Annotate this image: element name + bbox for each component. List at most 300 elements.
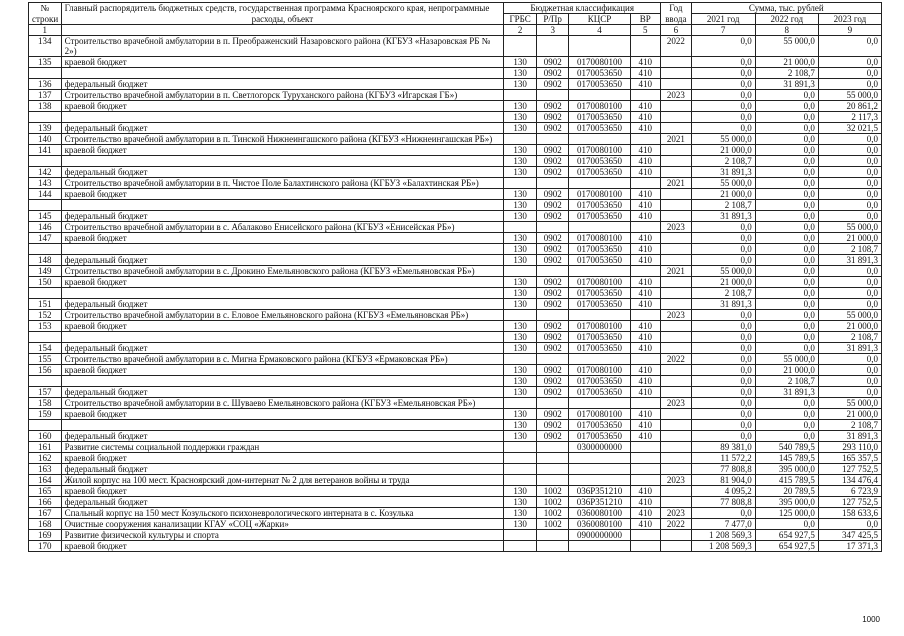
cell-sum-2022: 0,0 [755,420,818,431]
cell-name: Строительство врачебной амбулатории в п. Чистое Поле Балахтинского района (КГБУЗ «Балахтинская РБ») [61,178,504,189]
cell-year [661,200,692,211]
cell-sum-2022: 0,0 [755,519,818,530]
cell-sum-2021: 0,0 [691,79,755,90]
cell-sum-2021: 31 891,3 [691,211,755,222]
cell-sum-2023: 0,0 [818,167,881,178]
cell-sum-2022: 0,0 [755,178,818,189]
cell-sum-2022: 0,0 [755,156,818,167]
cell-year [661,431,692,442]
cell-vr: 410 [630,112,661,123]
cell-rzpr: 0902 [536,79,569,90]
cell-vr [630,266,661,277]
cell-kcsr: 0170053650 [569,68,630,79]
cell-sum-2021: 0,0 [691,508,755,519]
cell-kcsr [569,464,630,475]
cell-num: 153 [29,321,62,332]
cell-rzpr: 0902 [536,145,569,156]
cell-num: 158 [29,398,62,409]
cell-rzpr: 0902 [536,101,569,112]
header-name-line2: расходы, объект [61,14,504,25]
cell-num: 145 [29,211,62,222]
cell-sum-2022: 0,0 [755,255,818,266]
cell-sum-2022: 0,0 [755,233,818,244]
cell-vr: 410 [630,79,661,90]
cell-sum-2022: 31 891,3 [755,387,818,398]
cell-kcsr: 036P351210 [569,486,630,497]
cell-sum-2022: 0,0 [755,200,818,211]
cell-rzpr: 0902 [536,288,569,299]
cell-grbs [504,442,537,453]
cell-sum-2023: 2 108,7 [818,332,881,343]
cell-sum-2022: 2 108,7 [755,376,818,387]
cell-sum-2023: 2 108,7 [818,244,881,255]
cell-vr [630,134,661,145]
cell-name: Строительство врачебной амбулатории в с. Абалаково Енисейского района (КГБУЗ «Енисейская РБ») [61,222,504,233]
header-budget-classification: Бюджетная классификация [504,3,661,14]
cell-grbs [504,90,537,101]
cell-sum-2023: 0,0 [818,57,881,68]
cell-sum-2021: 7 477,0 [691,519,755,530]
header-grbs: ГРБС [504,14,537,25]
cell-kcsr: 0170053650 [569,244,630,255]
cell-vr: 410 [630,200,661,211]
cell-sum-2021: 89 381,0 [691,442,755,453]
cell-vr: 410 [630,343,661,354]
cell-name: краевой бюджет [61,541,504,552]
cell-grbs: 130 [504,112,537,123]
cell-rzpr: 0902 [536,332,569,343]
cell-sum-2022: 395 000,0 [755,464,818,475]
cell-year: 2021 [661,266,692,277]
cell-name: федеральный бюджет [61,123,504,134]
cell-kcsr: 0170080100 [569,57,630,68]
col-number-2: 2 [504,25,537,36]
cell-name: краевой бюджет [61,233,504,244]
cell-name: федеральный бюджет [61,167,504,178]
cell-name: Развитие системы социальной поддержки граждан [61,442,504,453]
table-row [29,123,882,134]
cell-num: 147 [29,233,62,244]
cell-rzpr: 0902 [536,387,569,398]
header-2021: 2021 год [691,14,755,25]
cell-kcsr: 0170053650 [569,420,630,431]
cell-sum-2022: 0,0 [755,277,818,288]
cell-sum-2022: 0,0 [755,123,818,134]
cell-vr: 410 [630,497,661,508]
col-number-1b [61,25,504,36]
header-vr: ВР [630,14,661,25]
table-row [29,354,882,365]
cell-sum-2023: 6 723,9 [818,486,881,497]
cell-sum-2023: 0,0 [818,266,881,277]
cell-grbs: 130 [504,343,537,354]
cell-year [661,486,692,497]
cell-grbs: 130 [504,68,537,79]
cell-sum-2022: 0,0 [755,189,818,200]
cell-kcsr: 0170080100 [569,189,630,200]
table-row [29,112,882,123]
cell-sum-2022: 0,0 [755,288,818,299]
cell-kcsr [569,310,630,321]
cell-sum-2021: 55 000,0 [691,134,755,145]
cell-vr [630,541,661,552]
cell-sum-2021: 0,0 [691,123,755,134]
cell-sum-2023: 21 000,0 [818,233,881,244]
cell-sum-2023: 0,0 [818,200,881,211]
cell-num: 144 [29,189,62,200]
cell-num: 150 [29,277,62,288]
cell-year [661,57,692,68]
cell-name [61,156,504,167]
cell-rzpr [536,541,569,552]
cell-rzpr [536,398,569,409]
cell-name: краевой бюджет [61,453,504,464]
cell-num [29,288,62,299]
cell-sum-2021: 0,0 [691,255,755,266]
cell-name: федеральный бюджет [61,387,504,398]
cell-grbs [504,464,537,475]
cell-kcsr: 0360080100 [569,519,630,530]
cell-grbs: 130 [504,332,537,343]
cell-year [661,541,692,552]
cell-kcsr: 0170053650 [569,200,630,211]
cell-vr: 410 [630,299,661,310]
cell-grbs [504,453,537,464]
table-row [29,189,882,200]
cell-year [661,167,692,178]
cell-name [61,112,504,123]
cell-vr [630,442,661,453]
cell-sum-2023: 134 476,4 [818,475,881,486]
col-number-8: 8 [755,25,818,36]
cell-sum-2023: 0,0 [818,156,881,167]
cell-grbs [504,178,537,189]
header-sum: Сумма, тыс. рублей [691,3,881,14]
cell-name: краевой бюджет [61,365,504,376]
cell-grbs: 130 [504,233,537,244]
cell-sum-2021: 0,0 [691,409,755,420]
cell-kcsr: 0170080100 [569,101,630,112]
cell-num [29,244,62,255]
cell-kcsr [569,541,630,552]
cell-sum-2023: 2 108,7 [818,420,881,431]
header-num: № [29,3,62,14]
cell-num: 169 [29,530,62,541]
cell-rzpr [536,310,569,321]
table-row [29,541,882,552]
cell-sum-2021: 0,0 [691,332,755,343]
cell-kcsr: 0170053650 [569,123,630,134]
cell-sum-2022: 21 000,0 [755,365,818,376]
cell-year [661,321,692,332]
cell-rzpr: 0902 [536,189,569,200]
cell-sum-2022: 0,0 [755,332,818,343]
cell-num: 161 [29,442,62,453]
cell-year: 2021 [661,134,692,145]
cell-kcsr [569,453,630,464]
cell-kcsr: 0170053650 [569,332,630,343]
cell-sum-2023: 0,0 [818,354,881,365]
cell-sum-2022: 0,0 [755,321,818,332]
cell-sum-2022: 0,0 [755,299,818,310]
cell-name: краевой бюджет [61,145,504,156]
cell-vr: 410 [630,145,661,156]
cell-name: Строительство врачебной амбулатории в п. Преображенский Назаровского района (КГБУЗ «Назаровская РБ № 2») [61,36,504,57]
table-row [29,365,882,376]
cell-kcsr: 0170080100 [569,365,630,376]
table-row [29,79,882,90]
cell-kcsr: 0300000000 [569,442,630,453]
table-row [29,299,882,310]
cell-kcsr: 036P351210 [569,497,630,508]
cell-grbs: 130 [504,244,537,255]
cell-kcsr: 0170053650 [569,288,630,299]
table-row [29,343,882,354]
cell-sum-2021: 21 000,0 [691,277,755,288]
cell-year [661,255,692,266]
table-row [29,90,882,101]
cell-sum-2023: 55 000,0 [818,398,881,409]
table-row [29,398,882,409]
cell-year [661,244,692,255]
cell-sum-2023: 127 752,5 [818,497,881,508]
cell-grbs: 130 [504,189,537,200]
cell-name: Строительство врачебной амбулатории в с. Дрокино Емельяновского района (КГБУЗ «Емельяновская РБ») [61,266,504,277]
cell-kcsr: 0170053650 [569,255,630,266]
cell-kcsr: 0170053650 [569,387,630,398]
cell-num [29,420,62,431]
cell-vr: 410 [630,123,661,134]
cell-sum-2021: 11 572,2 [691,453,755,464]
cell-sum-2023: 165 357,5 [818,453,881,464]
cell-vr: 410 [630,387,661,398]
cell-vr: 410 [630,321,661,332]
cell-sum-2022: 0,0 [755,222,818,233]
column-number-row [29,25,882,36]
table-row [29,222,882,233]
cell-vr [630,453,661,464]
table-row [29,431,882,442]
cell-year: 2023 [661,398,692,409]
cell-name: Очистные сооружения канализации КГАУ «СОЦ «Жарки» [61,519,504,530]
cell-vr [630,475,661,486]
table-row [29,68,882,79]
cell-vr: 410 [630,508,661,519]
cell-year [661,376,692,387]
cell-year [661,79,692,90]
cell-vr: 410 [630,365,661,376]
cell-rzpr: 0902 [536,431,569,442]
cell-grbs: 130 [504,486,537,497]
cell-sum-2022: 0,0 [755,310,818,321]
cell-num [29,112,62,123]
cell-rzpr [536,475,569,486]
cell-sum-2021: 0,0 [691,244,755,255]
cell-sum-2023: 55 000,0 [818,222,881,233]
cell-sum-2021: 31 891,3 [691,167,755,178]
cell-kcsr: 0360080100 [569,508,630,519]
cell-sum-2022: 0,0 [755,409,818,420]
cell-kcsr: 0170053650 [569,211,630,222]
header-year: Год [661,3,692,14]
cell-sum-2023: 55 000,0 [818,90,881,101]
table-row [29,475,882,486]
table-row [29,387,882,398]
cell-num: 142 [29,167,62,178]
cell-grbs: 130 [504,211,537,222]
cell-sum-2021: 0,0 [691,112,755,123]
cell-year [661,387,692,398]
cell-year [661,299,692,310]
cell-sum-2023: 0,0 [818,189,881,200]
table-row [29,101,882,112]
cell-rzpr: 1002 [536,508,569,519]
cell-year [661,409,692,420]
cell-kcsr: 0170053650 [569,343,630,354]
cell-num: 143 [29,178,62,189]
table-row [29,211,882,222]
cell-rzpr: 0902 [536,420,569,431]
cell-grbs: 130 [504,409,537,420]
cell-name [61,288,504,299]
cell-name: Спальный корпус на 150 мест Козульского психоневрологического интерната в с. Козулька [61,508,504,519]
cell-grbs [504,266,537,277]
cell-sum-2021: 0,0 [691,343,755,354]
cell-kcsr: 0170080100 [569,409,630,420]
cell-num: 152 [29,310,62,321]
cell-grbs [504,222,537,233]
cell-kcsr: 0170053650 [569,167,630,178]
cell-name: федеральный бюджет [61,464,504,475]
header-2022: 2022 год [755,14,818,25]
cell-num: 139 [29,123,62,134]
cell-vr: 410 [630,486,661,497]
table-row [29,277,882,288]
cell-num: 168 [29,519,62,530]
cell-vr: 410 [630,156,661,167]
cell-name [61,244,504,255]
cell-name [61,332,504,343]
cell-year: 2022 [661,519,692,530]
cell-year [661,288,692,299]
cell-sum-2022: 0,0 [755,266,818,277]
cell-vr [630,310,661,321]
cell-sum-2023: 0,0 [818,277,881,288]
cell-year [661,156,692,167]
table-row [29,464,882,475]
table-row [29,409,882,420]
cell-sum-2021: 21 000,0 [691,145,755,156]
cell-num: 134 [29,36,62,57]
cell-num: 170 [29,541,62,552]
header-year-line2: ввода [661,14,692,25]
cell-year [661,145,692,156]
cell-rzpr [536,178,569,189]
table-row [29,145,882,156]
cell-rzpr [536,266,569,277]
cell-name: федеральный бюджет [61,299,504,310]
cell-sum-2022: 55 000,0 [755,36,818,57]
cell-year [661,101,692,112]
cell-grbs [504,36,537,57]
cell-grbs: 130 [504,57,537,68]
cell-year [661,530,692,541]
cell-rzpr: 0902 [536,321,569,332]
cell-sum-2021: 0,0 [691,431,755,442]
cell-kcsr [569,90,630,101]
cell-num: 162 [29,453,62,464]
cell-grbs [504,354,537,365]
cell-sum-2023: 2 117,3 [818,112,881,123]
cell-vr [630,398,661,409]
cell-sum-2021: 0,0 [691,90,755,101]
cell-num: 163 [29,464,62,475]
cell-sum-2023: 0,0 [818,178,881,189]
cell-num: 159 [29,409,62,420]
header-name: Главный распорядитель бюджетных средств, государственная программа Красноярского края, непрограммные [61,3,504,14]
cell-year: 2023 [661,310,692,321]
cell-num: 140 [29,134,62,145]
cell-sum-2021: 0,0 [691,36,755,57]
col-number-9: 9 [818,25,881,36]
cell-sum-2021: 0,0 [691,420,755,431]
cell-sum-2022: 55 000,0 [755,354,818,365]
cell-year [661,442,692,453]
cell-grbs: 130 [504,101,537,112]
cell-sum-2021: 21 000,0 [691,189,755,200]
cell-name: Строительство врачебной амбулатории в с. Еловое Емельяновского района (КГБУЗ «Емельяновская РБ») [61,310,504,321]
table-row [29,36,882,57]
table-row [29,266,882,277]
cell-year [661,453,692,464]
cell-rzpr [536,36,569,57]
cell-rzpr: 0902 [536,200,569,211]
cell-grbs: 130 [504,277,537,288]
cell-grbs: 130 [504,200,537,211]
cell-rzpr: 0902 [536,244,569,255]
cell-num [29,200,62,211]
cell-num: 164 [29,475,62,486]
cell-rzpr: 0902 [536,409,569,420]
cell-sum-2023: 21 000,0 [818,321,881,332]
cell-year: 2022 [661,36,692,57]
cell-num: 166 [29,497,62,508]
cell-rzpr: 0902 [536,112,569,123]
cell-sum-2023: 20 861,2 [818,101,881,112]
cell-sum-2022: 0,0 [755,90,818,101]
cell-vr: 410 [630,519,661,530]
cell-vr: 410 [630,101,661,112]
cell-rzpr [536,442,569,453]
cell-rzpr: 1002 [536,486,569,497]
cell-sum-2021: 0,0 [691,68,755,79]
header-kcsr: КЦСР [569,14,630,25]
cell-sum-2021: 77 808,8 [691,497,755,508]
cell-grbs: 130 [504,321,537,332]
cell-sum-2022: 0,0 [755,134,818,145]
cell-name: краевой бюджет [61,189,504,200]
table-row [29,332,882,343]
table-body [29,36,882,552]
cell-num: 141 [29,145,62,156]
cell-vr: 410 [630,332,661,343]
cell-grbs [504,398,537,409]
table-row [29,233,882,244]
cell-sum-2021: 0,0 [691,57,755,68]
cell-vr: 410 [630,376,661,387]
cell-grbs [504,310,537,321]
cell-sum-2023: 0,0 [818,134,881,145]
